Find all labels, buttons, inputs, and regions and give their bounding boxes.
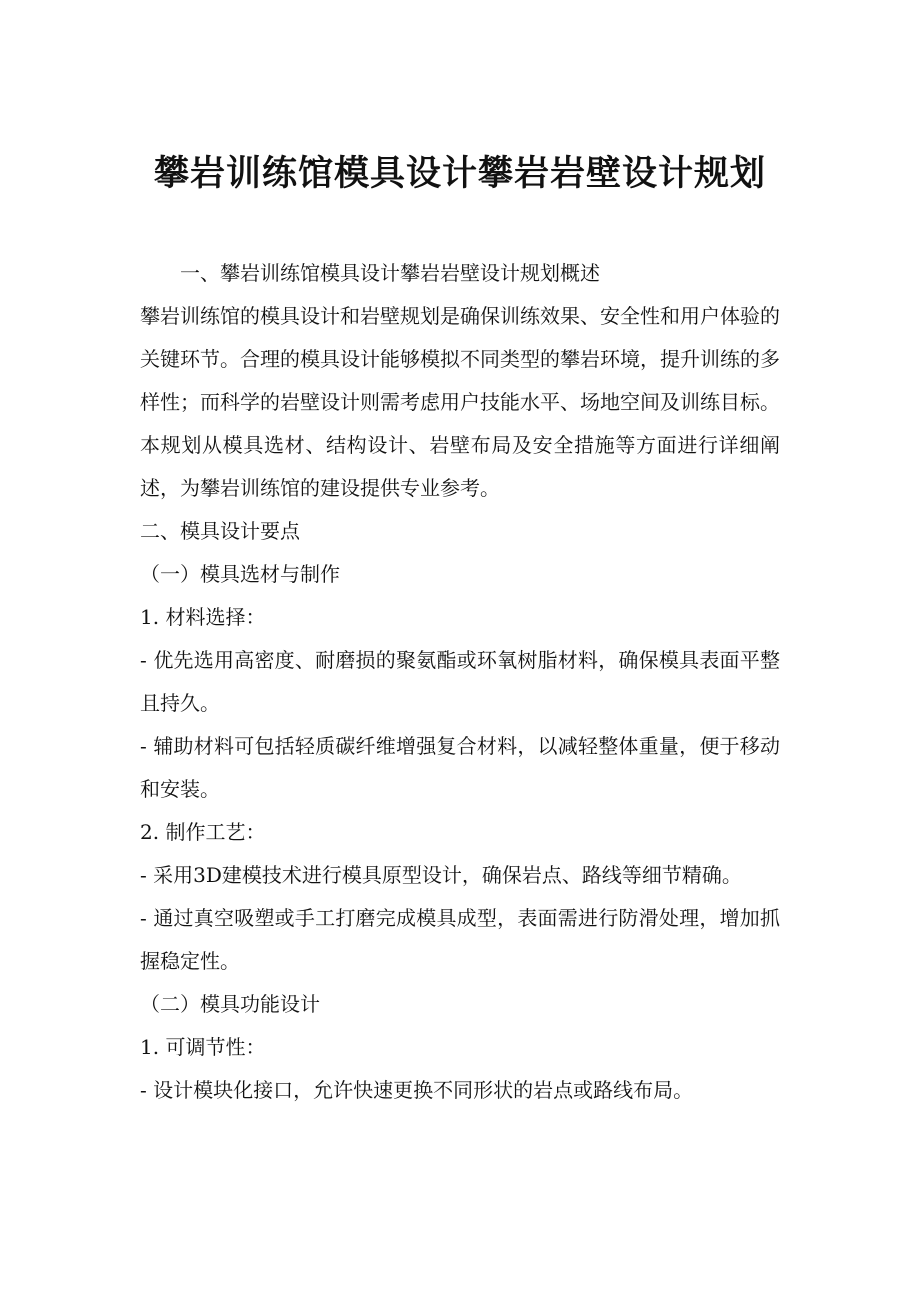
adjustability-bullet-1: - 设计模块化接口，允许快速更换不同形状的岩点或路线布局。 xyxy=(140,1078,694,1102)
material-selection-bullet-1: - 优先选用高密度、耐磨损的聚氨酯或环氧树脂材料，确保模具表面平整且持久。 xyxy=(140,648,780,715)
section2-heading: 二、模具设计要点 xyxy=(140,519,300,543)
subsection1-heading: （一）模具选材与制作 xyxy=(140,562,340,586)
subsection2-heading: （二）模具功能设计 xyxy=(140,992,320,1016)
production-process-bullet-2: - 通过真空吸塑或手工打磨完成模具成型，表面需进行防滑处理，增加抓握稳定性。 xyxy=(140,906,780,973)
overview-heading: 一、攀岩训练馆模具设计攀岩岩壁设计规划概述 xyxy=(180,261,600,285)
adjustability-heading: 1. 可调节性： xyxy=(140,1035,266,1059)
production-process-bullet-1: - 采用3D建模技术进行模具原型设计，确保岩点、路线等细节精确。 xyxy=(140,863,742,887)
overview-paragraph: 攀岩训练馆的模具设计和岩壁规划是确保训练效果、安全性和用户体验的关键环节。合理的模具设计能够模拟不同类型的攀岩环境，提升训练的多样性；而科学的岩壁设计则需考虑用户技能水平、场地空间及训练目标。本规划从模具选材、结构设计、岩壁布局及安全措施等方面进行详细阐述，为攀岩训练馆的建设提供专业参考。 xyxy=(140,304,780,500)
material-selection-bullet-2: - 辅助材料可包括轻质碳纤维增强复合材料，以减轻整体重量，便于移动和安装。 xyxy=(140,734,780,801)
material-selection-heading: 1. 材料选择： xyxy=(140,605,266,629)
document-body xyxy=(140,252,780,1112)
production-process-heading: 2. 制作工艺： xyxy=(140,820,266,844)
document-title: 攀岩训练馆模具设计攀岩岩壁设计规划 xyxy=(153,154,766,194)
